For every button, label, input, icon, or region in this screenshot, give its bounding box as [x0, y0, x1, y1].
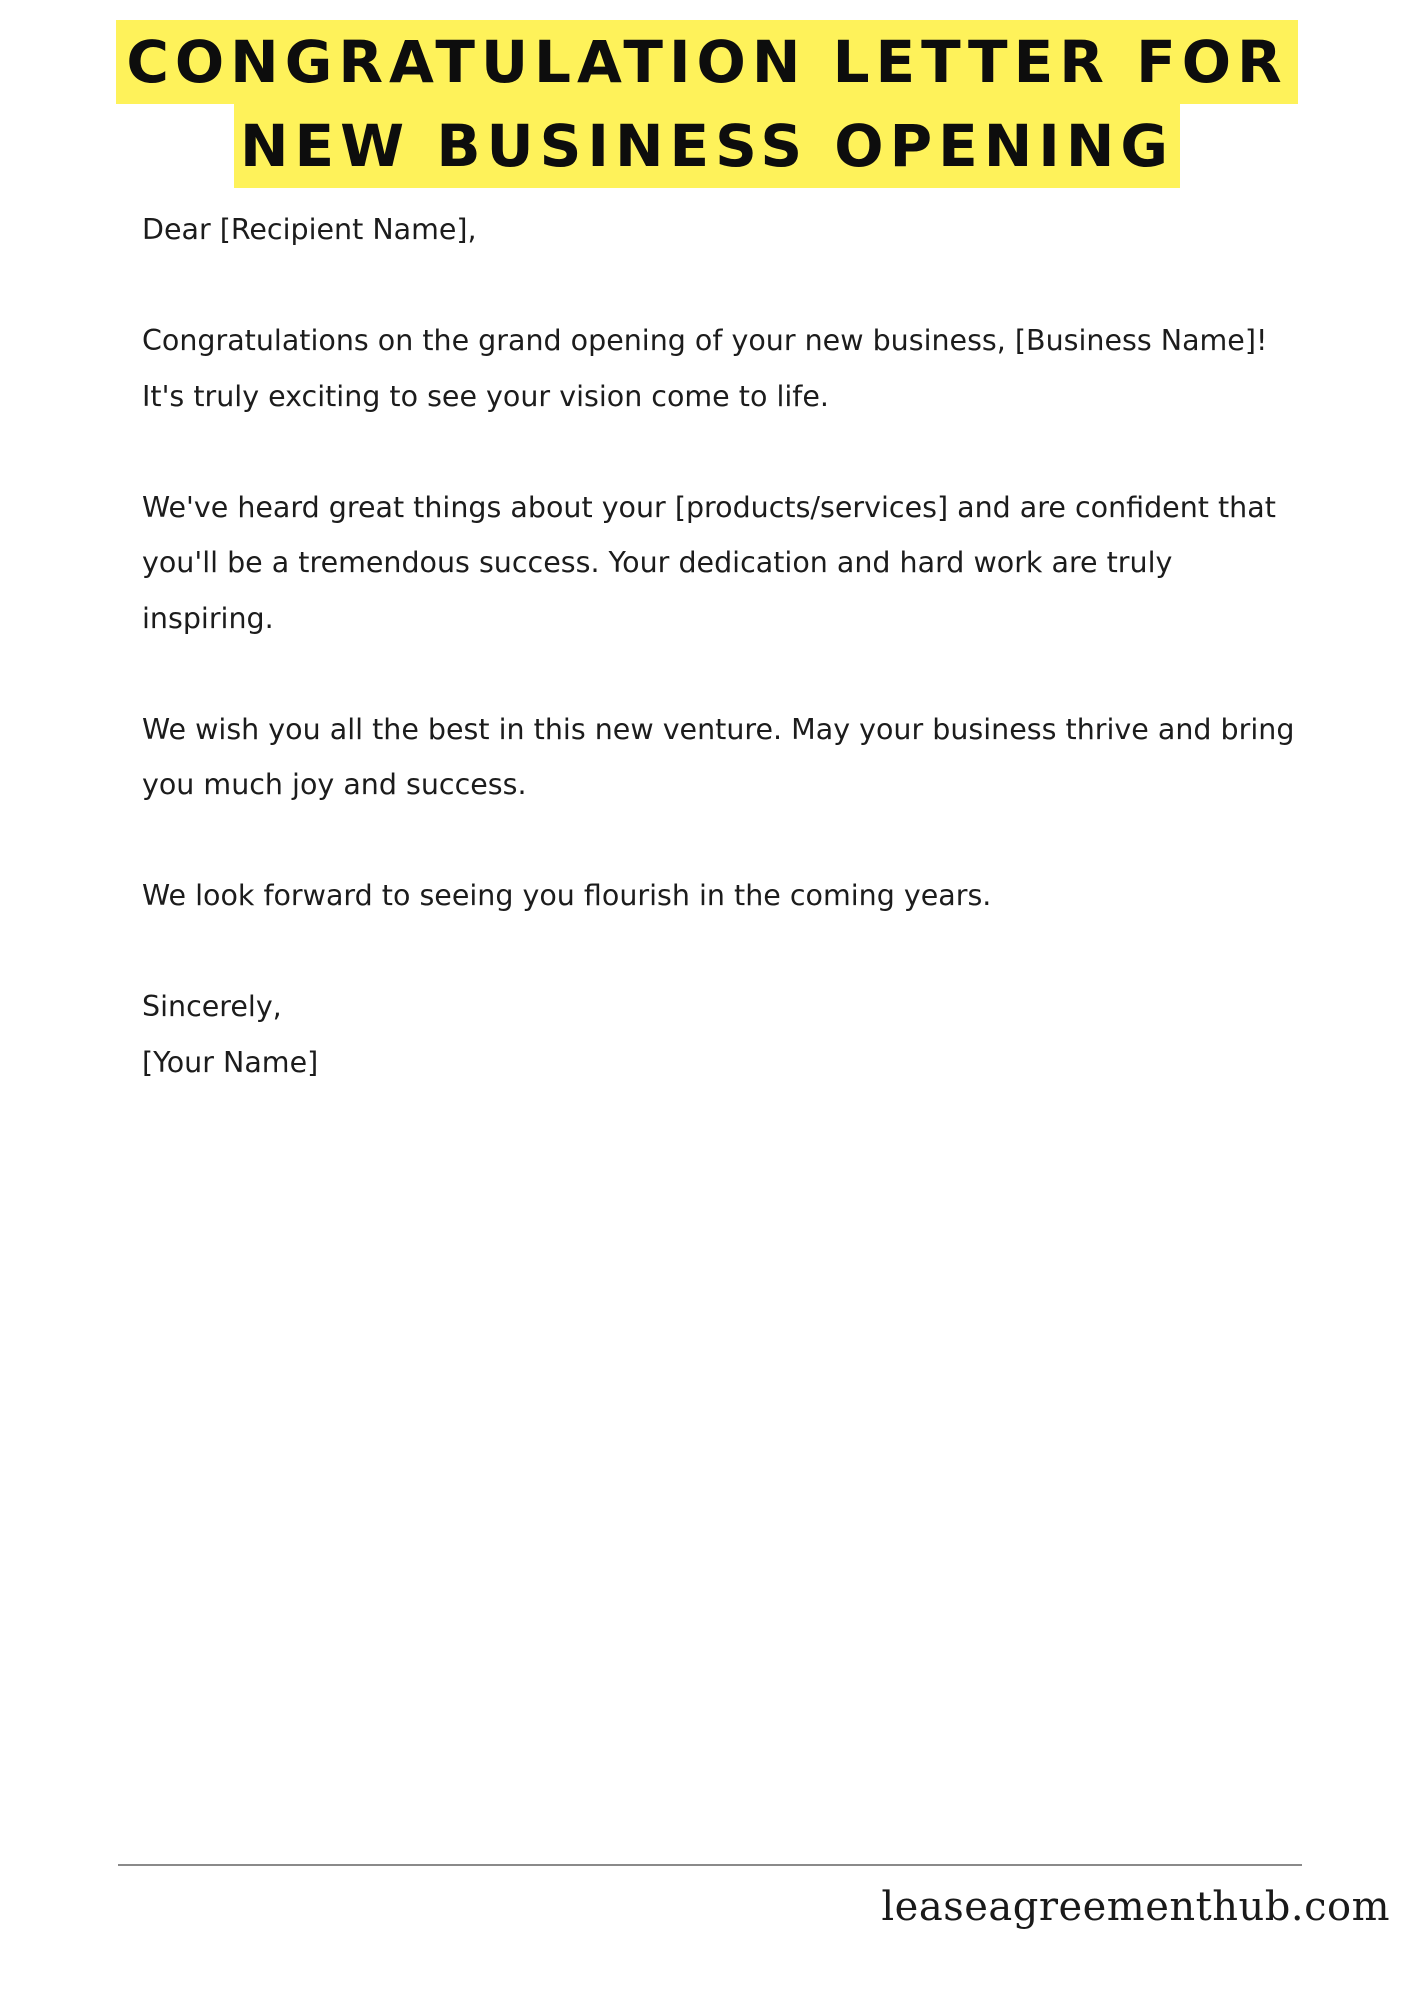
signature: [Your Name] — [142, 1045, 319, 1079]
footer-divider — [118, 1864, 1302, 1866]
paragraph-3: We wish you all the best in this new venture. May your business thrive and bring you much joy and success. — [142, 712, 1295, 801]
paragraph-2: We've heard great things about your [products/services] and are confident that you'll be a tremendous success. Your dedication and hard work are truly inspiring. — [142, 490, 1276, 635]
letter-body — [142, 202, 1302, 1090]
paragraph-1: Congratulations on the grand opening of your new business, [Business Name]! It's truly exciting to see your vision come to life. — [142, 324, 1268, 413]
page-title — [0, 20, 1414, 188]
salutation: Dear [Recipient Name], — [142, 213, 477, 246]
closing: Sincerely, — [142, 990, 282, 1023]
paragraph-4: We look forward to seeing you flourish in the coming years. — [142, 879, 992, 912]
footer-website: leaseagreementhub.com — [881, 1884, 1390, 1930]
title-line-2: NEW BUSINESS OPENING — [234, 104, 1180, 188]
title-line-1: CONGRATULATION LETTER FOR — [116, 20, 1297, 104]
